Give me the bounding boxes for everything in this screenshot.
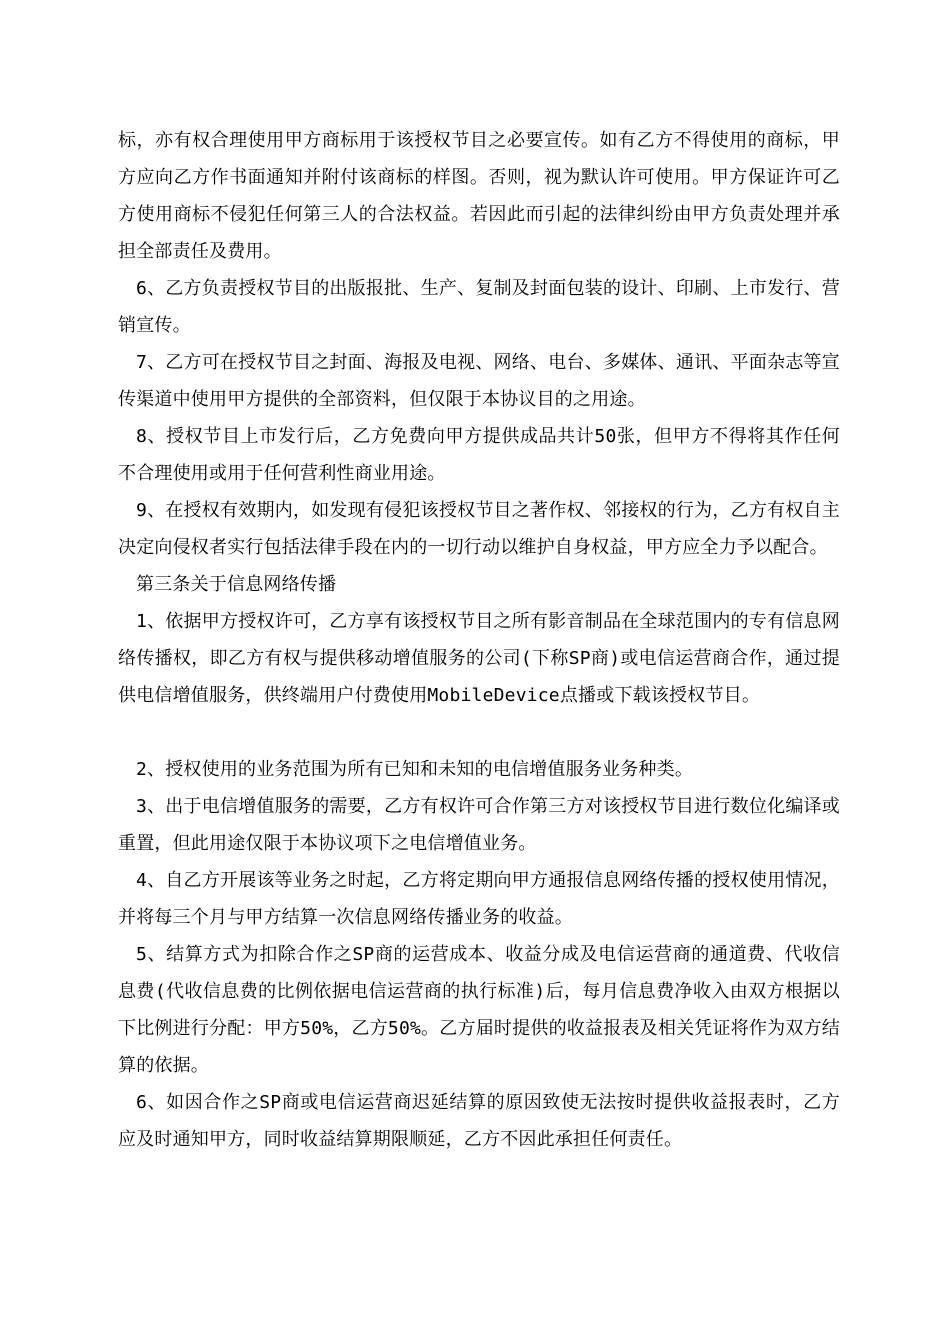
paragraph-article-3-clause-1: 1、依据甲方授权许可，乙方享有该授权节目之所有影音制品在全球范围内的专有信息网络传播权，即乙方有权与提供移动增值服务的公司(下称SP商)或电信运营商合作，通过提供电信增值服务，供终端用户付费使用MobileDevice点播或下载该授权节目。	[118, 611, 840, 706]
paragraph-clause-7: 7、乙方可在授权节目之封面、海报及电视、网络、电台、多媒体、通讯、平面杂志等宣传渠道中使用甲方提供的全部资料，但仅限于本协议目的之用途。	[118, 352, 840, 410]
document-body	[118, 122, 840, 1158]
blank-line	[118, 714, 840, 751]
paragraph-article-3-clause-3: 3、出于电信增值服务的需要，乙方有权许可合作第三方对该授权节目进行数位化编译或重置，但此用途仅限于本协议项下之电信增值业务。	[118, 796, 840, 854]
paragraph-article-3-clause-6: 6、如因合作之SP商或电信运营商迟延结算的原因致使无法按时提供收益报表时，乙方应及时通知甲方，同时收益结算期限顺延，乙方不因此承担任何责任。	[118, 1092, 840, 1150]
paragraph-article-3-clause-5: 5、结算方式为扣除合作之SP商的运营成本、收益分成及电信运营商的通道费、代收信息费(代收信息费的比例依据电信运营商的执行标准)后，每月信息费净收入由双方根据以下比例进行分配：甲方50%，乙方50%。乙方届时提供的收益报表及相关凭证将作为双方结算的依据。	[118, 944, 840, 1076]
section-heading-article-3: 第三条关于信息网络传播	[136, 574, 337, 595]
paragraph-clause-9: 9、在授权有效期内，如发现有侵犯该授权节目之著作权、邻接权的行为，乙方有权自主决定向侵权者实行包括法律手段在内的一切行动以维护自身权益，甲方应全力予以配合。	[118, 500, 840, 558]
paragraph-article-3-clause-4: 4、自乙方开展该等业务之时起，乙方将定期向甲方通报信息网络传播的授权使用情况，并将每三个月与甲方结算一次信息网络传播业务的收益。	[118, 870, 840, 928]
paragraph-clause-8: 8、授权节目上市发行后，乙方免费向甲方提供成品共计50张，但甲方不得将其作任何不合理使用或用于任何营利性商业用途。	[118, 426, 840, 484]
paragraph-trademark: 标，亦有权合理使用甲方商标用于该授权节目之必要宣传。如有乙方不得使用的商标，甲方应向乙方作书面通知并附付该商标的样图。否则，视为默认许可使用。甲方保证许可乙方使用商标不侵犯任何第三人的合法权益。若因此而引起的法律纠纷由甲方负责处理并承担全部责任及费用。	[118, 130, 840, 262]
paragraph-article-3-clause-2: 2、授权使用的业务范围为所有已知和未知的电信增值服务业务种类。	[136, 759, 694, 780]
paragraph-clause-6: 6、乙方负责授权节目的出版报批、生产、复制及封面包装的设计、印刷、上市发行、营销宣传。	[118, 278, 840, 336]
